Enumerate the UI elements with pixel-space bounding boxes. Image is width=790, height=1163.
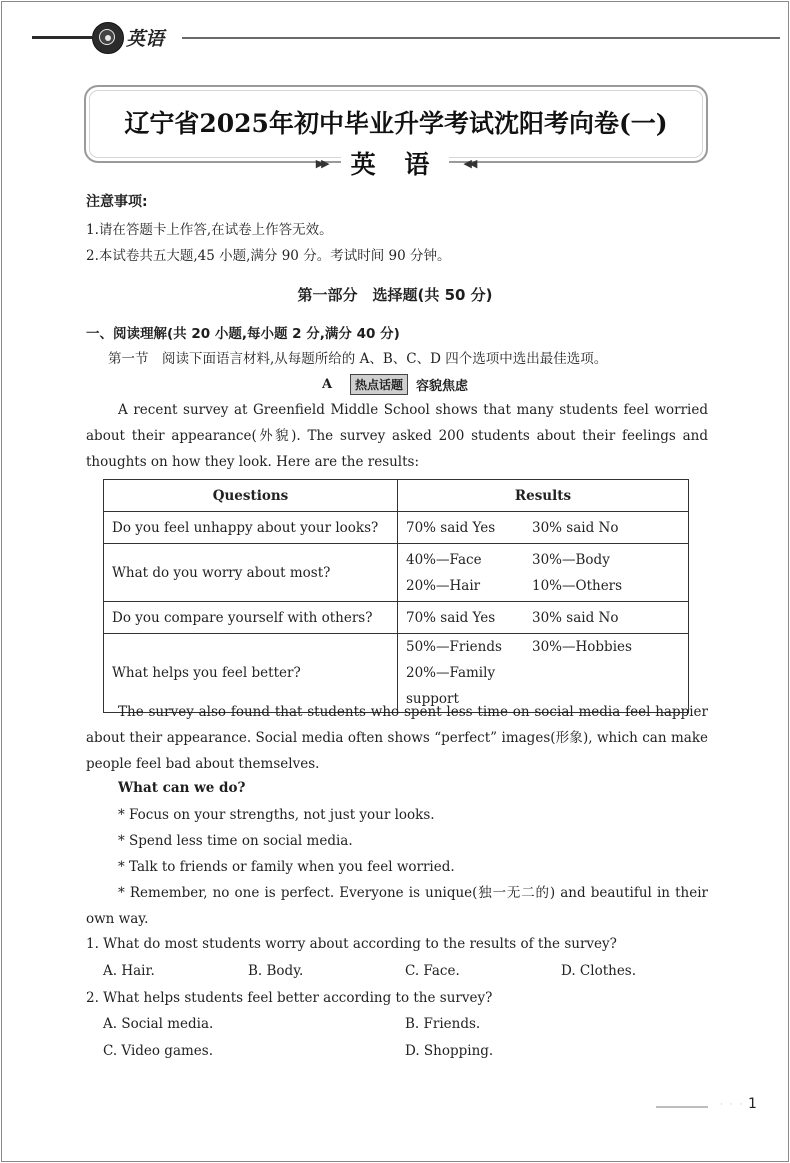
section-heading: 一、阅读理解(共 20 小题,每小题 2 分,满分 40 分) bbox=[86, 326, 400, 342]
left-arrows-icon: ◀◀ bbox=[463, 156, 475, 170]
option-d[interactable]: D. Clothes. bbox=[561, 963, 637, 979]
table-question: What do you worry about most? bbox=[104, 544, 398, 602]
passage-letter: A bbox=[321, 377, 333, 392]
section-instruction: 第一节 阅读下面语言材料,从每题所给的 A、B、C、D 四个选项中选出最佳选项。 bbox=[108, 351, 608, 367]
subject-label: 英 语 bbox=[341, 145, 450, 181]
table-header: Results bbox=[398, 480, 689, 512]
right-arrows-icon: ▶▶ bbox=[315, 156, 327, 170]
question-stem: 1. What do most students worry about according to the results of the survey? bbox=[86, 936, 617, 952]
table-header: Questions bbox=[104, 480, 398, 512]
table-result: 50%—Friends 30%—Hobbies 20%—Family support bbox=[398, 634, 689, 713]
tip-item: * Remember, no one is perfect. Everyone is unique(独一无二的) and beautiful in their own way. bbox=[86, 885, 708, 927]
option-c[interactable]: C. Video games. bbox=[103, 1043, 214, 1059]
passage-topic: 容貌焦虑 bbox=[416, 379, 469, 394]
option-a[interactable]: A. Social media. bbox=[103, 1016, 214, 1032]
footer-rule bbox=[656, 1106, 708, 1108]
option-c[interactable]: C. Face. bbox=[405, 963, 460, 979]
option-a[interactable]: A. Hair. bbox=[103, 963, 155, 979]
page-number: 1 bbox=[748, 1096, 757, 1112]
table-question: Do you feel unhappy about your looks? bbox=[104, 512, 398, 544]
table-result: 40%—Face 30%—Body 20%—Hair 10%—Others bbox=[398, 544, 689, 602]
what-heading: What can we do? bbox=[118, 780, 246, 796]
option-b[interactable]: B. Body. bbox=[248, 963, 304, 979]
header-rule-left bbox=[32, 36, 92, 39]
table-row bbox=[104, 544, 689, 602]
header-rule-right bbox=[182, 37, 780, 39]
notes-heading: 注意事项: bbox=[86, 194, 148, 210]
option-d[interactable]: D. Shopping. bbox=[405, 1043, 494, 1059]
passage-intro: A recent survey at Greenfield Middle School shows that many students feel worried about their appearance(外貌). The survey asked 200 students about their feelings and thoughts on how they look. Here are the results: bbox=[86, 402, 708, 470]
survey-table bbox=[103, 479, 689, 713]
subject-row bbox=[0, 146, 790, 180]
option-b[interactable]: B. Friends. bbox=[405, 1016, 481, 1032]
medal-icon bbox=[92, 22, 124, 54]
note-item: 2.本试卷共五大题,45 小题,满分 90 分。考试时间 90 分钟。 bbox=[86, 248, 451, 264]
table-question: What helps you feel better? bbox=[104, 634, 398, 713]
table-row bbox=[104, 512, 689, 544]
tip-item: * Talk to friends or family when you feel worried. bbox=[118, 859, 455, 875]
tip-item: * Spend less time on social media. bbox=[118, 833, 353, 849]
note-item: 1.请在答题卡上作答,在试卷上作答无效。 bbox=[86, 222, 333, 238]
table-result: 70% said Yes 30% said No bbox=[398, 512, 689, 544]
question-stem: 2. What helps students feel better according to the survey? bbox=[86, 990, 493, 1006]
table-question: Do you compare yourself with others? bbox=[104, 602, 398, 634]
table-result: 70% said Yes 30% said No bbox=[398, 602, 689, 634]
header-brand: 英语 bbox=[126, 28, 165, 50]
table-row bbox=[104, 602, 689, 634]
part-title: 第一部分 选择题(共 50 分) bbox=[297, 286, 493, 304]
footer-dots: · · · bbox=[720, 1100, 745, 1110]
passage-tag bbox=[0, 374, 790, 395]
hot-topic-badge: 热点话题 bbox=[350, 374, 408, 395]
table-header-row bbox=[104, 480, 689, 512]
exam-title: 辽宁省2025年初中毕业升学考试沈阳考向卷(一) bbox=[124, 109, 668, 138]
passage-body: The survey also found that students who spent less time on social media feel happier about their appearance. Social media often shows “perfect” images(形象), which can make people feel bad about themselves. bbox=[86, 704, 708, 772]
tip-item: * Focus on your strengths, not just your looks. bbox=[118, 807, 435, 823]
